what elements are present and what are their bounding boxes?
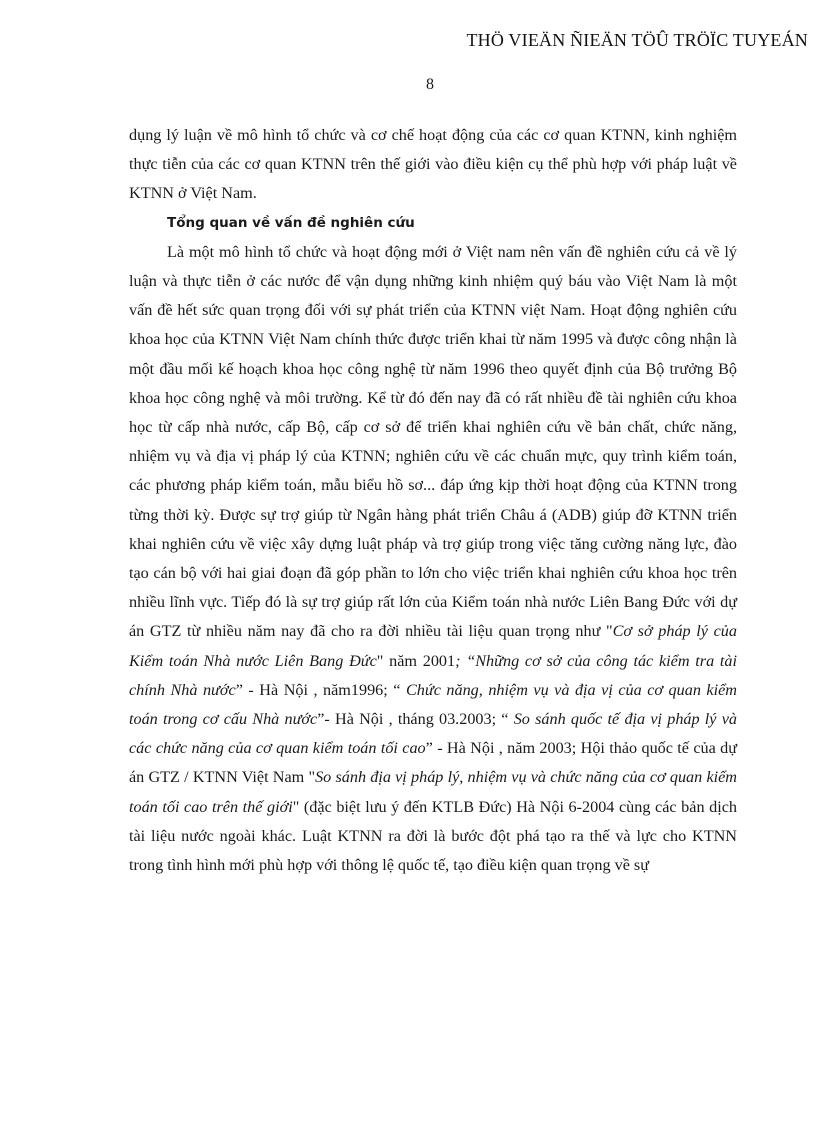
- text-run: ”- Hà Nội , tháng 03.2003; “: [317, 710, 514, 729]
- text-run: " năm 2001: [376, 651, 456, 670]
- body-paragraph-overview: [129, 238, 737, 880]
- text-run: " (đặc biệt lưu ý đến KTLB Đức) Hà Nội 6-2004 cùng các bản dịch tài liệu nước ngoài khác. Luật KTNN ra đời là bước đột phá tạo ra thế và lực cho KTNN trong tình hình mới phù hợp với thông lệ quốc tế, tạo điều kiện quan trọng về sự: [129, 797, 737, 875]
- page-number: 8: [426, 76, 434, 93]
- body-paragraph-continuation: dụng lý luận về mô hình tổ chức và cơ chế hoạt động của các cơ quan KTNN, kinh nghiệm thực tiễn của các cơ quan KTNN trên thế giới vào điều kiện cụ thể phù hợp với pháp luật về KTNN ở Việt Nam.: [129, 126, 737, 203]
- italic-title-run: So sánh quốc tế địa vị pháp lý và các chức năng của cơ quan kiểm toán tối cao: [129, 710, 737, 758]
- text-run: ” - Hà Nội , năm1996; “: [235, 680, 406, 699]
- section-heading: Tổng quan về vấn đề nghiên cứu: [167, 214, 415, 231]
- text-run: Là một mô hình tổ chức và hoạt động mới ở Việt nam nên vấn đề nghiên cứu cả về lý luận và thực tiễn ở các nước để vận dụng những kinh nhiệm quý báu vào Việt Nam là một vấn đề hết sức quan trọng đối với sự phát triển của KTNN việt Nam. Hoạt động nghiên cứu khoa học của KTNN Việt Nam chính thức được triển khai từ năm 1995 và được công nhận là một đầu mối kế hoạch khoa học công nghệ từ năm 1996 theo quyết định của Bộ trưởng Bộ khoa học công nghệ và môi trường. Kể từ đó đến nay đã có rất nhiều đề tài nghiên cứu khoa học từ cấp nhà nước, cấp Bộ, cấp cơ sở để triển khai nghiên cứu về bản chất, chức năng, nhiệm vụ và địa vị pháp lý của KTNN; nghiên cứu về các chuẩn mực, quy trình kiểm toán, các phương pháp kiểm toán, mẫu biểu hồ sơ... đáp ứng kịp thời hoạt động của KTNN trong từng thời kỳ. Được sự trợ giúp từ Ngân hàng phát triển Châu á (ADB) giúp đỡ KTNN triển khai nghiên cứu về việc xây dựng luật pháp và trợ giúp trong việc tăng cường năng lực, đào tạo cán bộ với hai giai đoạn đã góp phần to lớn cho việc triển khai nghiên cứu khoa học trên nhiều lĩnh vực. Tiếp đó là sự trợ giúp rất lớn của Kiểm toán nhà nước Liên Bang Đức với dự án GTZ từ nhiều năm nay đã cho ra đời nhiều tài liệu quan trọng như ": [129, 242, 737, 641]
- running-header: THÖ VIEÄN ÑIEÄN TÖÛ TRÖÏC TUYEÁN: [466, 30, 808, 50]
- italic-title-run: ; “Những cơ sở của công tác kiểm tra tài chính Nhà nước: [129, 651, 737, 699]
- page-content: [129, 121, 737, 880]
- text-run: ” - Hà Nội , năm 2003; Hội thảo quốc tế của dự án GTZ / KTNN Việt Nam ": [129, 739, 738, 787]
- italic-title-run: So sánh địa vị pháp lý, nhiệm vụ và chức năng của cơ quan kiểm toán tối cao trên thế giới: [129, 768, 737, 816]
- italic-title-run: Cơ sở pháp lý của Kiểm toán Nhà nước Liên Bang Đức: [129, 622, 737, 670]
- italic-title-run: Chức năng, nhiệm vụ và địa vị của cơ quan kiểm toán trong cơ cấu Nhà nước: [129, 680, 737, 729]
